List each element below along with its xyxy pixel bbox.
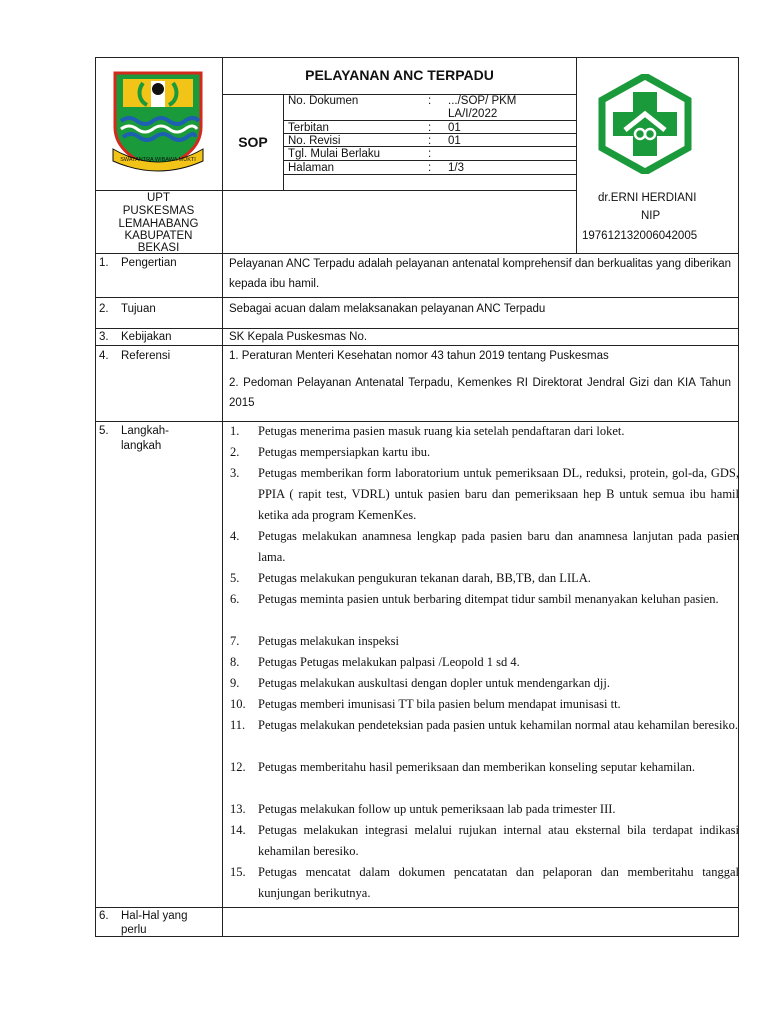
signer-name: dr.ERNI HERDIANI [598, 192, 697, 204]
section-text-kebijakan: SK Kepala Puskesmas No. [229, 331, 368, 343]
row-line-3 [95, 328, 739, 329]
sop-label: SOP [238, 134, 268, 150]
section-num: 6. [99, 910, 109, 922]
step-text: Petugas mencatat dalam dokumen pencatatan dan pelaporan dan memberitahu tanggal kunjungan berikutnya. [258, 865, 739, 900]
step-number: 11. [230, 718, 246, 732]
meta-sep: : [428, 122, 432, 134]
step-number: 10. [230, 697, 246, 711]
org-line: BEKASI [137, 242, 180, 254]
page-title: PELAYANAN ANC TERPADU [305, 67, 494, 83]
meta-value-terbitan: 01 [448, 122, 461, 134]
step-text: Petugas melakukan pengukuran tekanan darah, BB,TB, dan LILA. [258, 571, 591, 585]
meta-label-tgl-mulai: Tgl. Mulai Berlaku [288, 148, 381, 160]
step-text: Petugas melakukan inspeksi [258, 634, 399, 648]
signer-nip-label: NIP [641, 210, 661, 222]
section-label-langkah-2: langkah [121, 440, 162, 452]
section-label-referensi: Referensi [121, 350, 171, 362]
puskesmas-logo [595, 74, 695, 174]
step-item [230, 652, 739, 673]
meta-label-terbitan: Terbitan [288, 122, 329, 134]
section-text-referensi-2: 2. Pedoman Pelayanan Antenatal Terpadu, Kemenkes RI Direktorat Jendral Gizi dan KIA Tahun 2015 [229, 377, 731, 409]
meta-sep: : [428, 148, 432, 160]
step-item [230, 757, 739, 778]
section-label-kebijakan: Kebijakan [121, 331, 172, 343]
section-label-hal-hal: Hal-Hal yang [121, 910, 188, 922]
org-line: UPT [147, 192, 170, 204]
step-number: 9. [230, 676, 240, 690]
step-text: Petugas melakukan auskultasi dengan dopler untuk mendengarkan djj. [258, 676, 610, 690]
meta-value-halaman: 1/3 [448, 162, 464, 174]
meta-sep: : [428, 162, 432, 174]
title-divider [222, 94, 576, 95]
step-number: 3. [230, 466, 240, 480]
step-number: 2. [230, 445, 240, 459]
meta-sep: : [428, 135, 432, 147]
sop-divider [283, 94, 284, 190]
section-num: 3. [99, 331, 109, 343]
regency-logo [109, 71, 207, 173]
meta-label-no-dokumen: No. Dokumen [288, 95, 359, 107]
org-line: PUSKESMAS [122, 205, 195, 217]
meta-value-no-dokumen: .../SOP/ PKM [448, 95, 517, 107]
step-item [230, 421, 739, 442]
section-num: 1. [99, 257, 109, 269]
logo-motto-text: SWATANTRA WIBAWA MUKTI [120, 157, 196, 163]
section-text-referensi-1: 1. Peraturan Menteri Kesehatan nomor 43 tahun 2019 tentang Puskesmas [229, 350, 609, 362]
step-item [230, 715, 739, 736]
step-text: Petugas melakukan anamnesa lengkap pada pasien baru dan anamnesa lanjutan pada pasien lama. [258, 529, 739, 564]
step-item [230, 631, 739, 652]
section-label-hal-hal-2: perlu [121, 924, 147, 936]
step-item [230, 526, 739, 568]
step-item [230, 862, 739, 904]
step-item [230, 568, 739, 589]
step-text: Petugas melakukan integrasi melalui rujukan internal atau eksternal bila terdapat indikasi kehamilan beresiko. [258, 823, 739, 858]
step-number: 15. [230, 865, 246, 879]
step-item [230, 694, 739, 715]
step-number: 6. [230, 592, 240, 606]
step-text: Petugas melakukan pendeteksian pada pasien untuk kehamilan normal atau kehamilan beresiko. [258, 718, 739, 732]
step-number: 1. [230, 424, 240, 438]
step-text: Petugas memberikan form laboratorium untuk pemeriksaan DL, reduksi, protein, gol-da, GDS, PPIA ( rapit test, VDRL) untuk pasien baru dan pemeriksaan hep B untuk semua ibu hamil ketika ada program KemenKes. [258, 466, 739, 522]
section-label-tujuan: Tujuan [121, 303, 156, 315]
row-line-2 [95, 297, 739, 298]
step-text: Petugas Petugas melakukan palpasi /Leopold 1 sd 4. [258, 655, 520, 669]
step-text: Petugas melakukan follow up untuk pemeriksaan lab pada trimester III. [258, 802, 616, 816]
step-number: 4. [230, 529, 240, 543]
step-item [230, 799, 739, 820]
step-text: Petugas memberi imunisasi TT bila pasien belum mendapat imunisasi tt. [258, 697, 621, 711]
step-item [230, 589, 739, 610]
org-line: LEMAHABANG [118, 218, 199, 230]
border-left [95, 57, 96, 937]
meta-label-halaman: Halaman [288, 162, 335, 174]
org-line: KABUPATEN [124, 230, 193, 242]
meta-sep: : [428, 95, 432, 107]
step-text: Petugas memberitahu hasil pemeriksaan dan memberikan konseling seputar kehamilan. [258, 760, 696, 774]
step-item [230, 673, 739, 694]
section-num: 2. [99, 303, 109, 315]
step-text: Petugas mempersiapkan kartu ibu. [258, 445, 431, 459]
step-item [230, 463, 739, 526]
step-number: 12. [230, 760, 246, 774]
section-label-pengertian: Pengertian [121, 257, 177, 269]
step-text: Petugas meminta pasien untuk berbaring ditempat tidur sambil menanyakan keluhan pasien. [258, 592, 719, 606]
border-top [95, 57, 739, 58]
col-divider-left [222, 57, 223, 937]
sop-document [95, 57, 739, 937]
meta-value-no-revisi: 01 [448, 135, 461, 147]
signer-nip: 197612132006042005 [582, 230, 698, 242]
row-line-4 [95, 345, 739, 346]
section-num: 5. [99, 425, 109, 437]
step-number: 7. [230, 634, 240, 648]
step-item [230, 442, 739, 463]
border-bottom [95, 936, 739, 937]
row-line-6 [95, 907, 739, 908]
section-text-pengertian: Pelayanan ANC Terpadu adalah pelayanan antenatal komprehensif dan berkualitas yang diberikan kepada ibu hamil. [229, 258, 731, 290]
step-number: 5. [230, 571, 240, 585]
col-divider-right [576, 57, 577, 253]
section-label-langkah: Langkah- [121, 425, 169, 437]
meta-value-no-dokumen-2: LA/I/2022 [448, 108, 498, 120]
step-number: 8. [230, 655, 240, 669]
step-text: Petugas menerima pasien masuk ruang kia setelah pendaftaran dari loket. [258, 424, 625, 438]
section-num: 4. [99, 350, 109, 362]
step-item [230, 820, 739, 862]
meta-label-no-revisi: No. Revisi [288, 135, 341, 147]
step-number: 13. [230, 802, 246, 816]
section-text-tujuan: Sebagai acuan dalam melaksanakan pelayanan ANC Terpadu [229, 303, 546, 315]
step-number: 14. [230, 823, 246, 837]
